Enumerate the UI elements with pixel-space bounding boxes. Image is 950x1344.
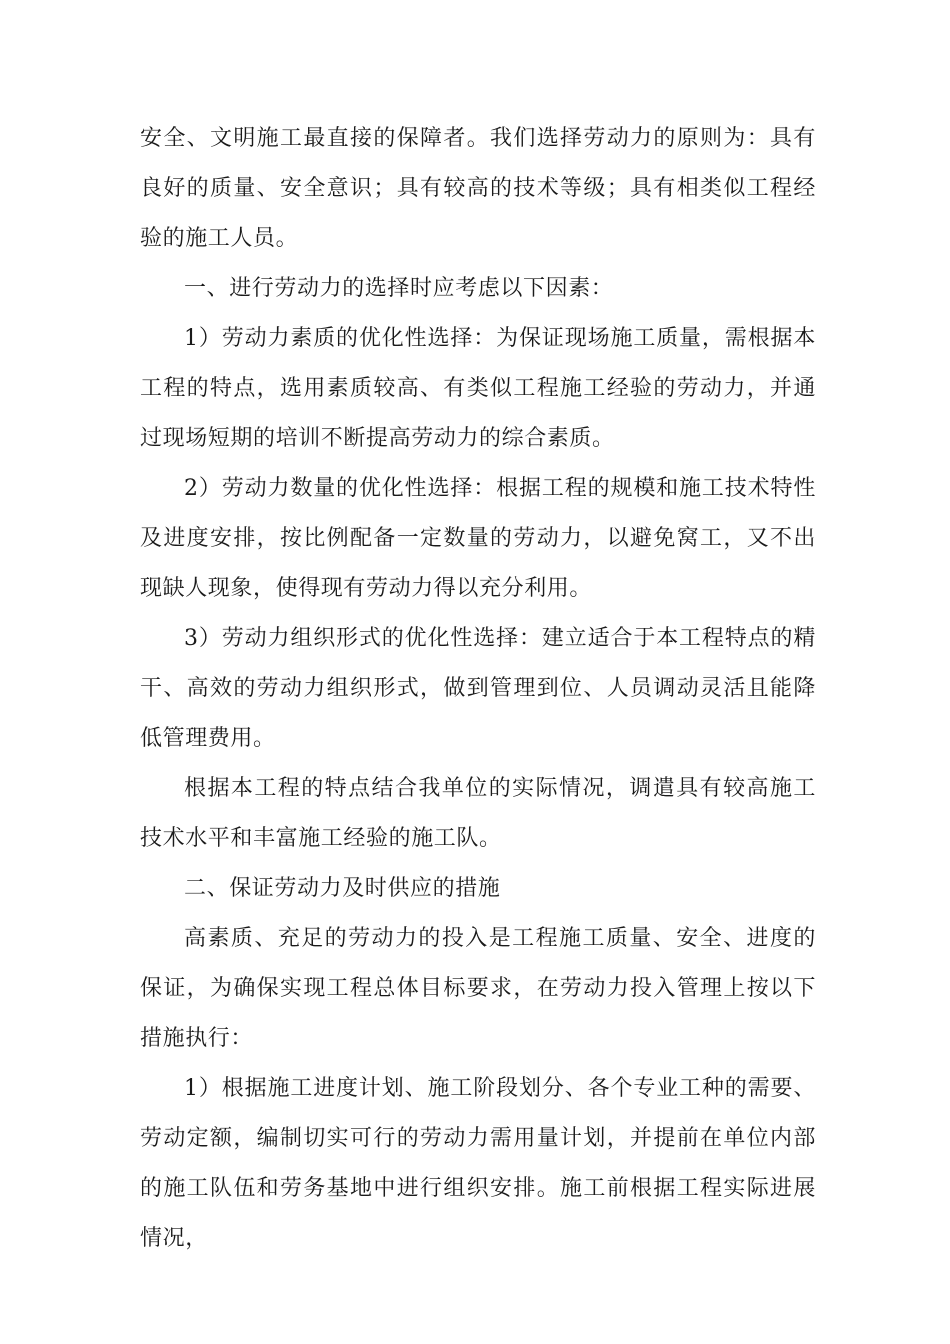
- paragraph-intro: 安全、文明施工最直接的保障者。我们选择劳动力的原则为：具有良好的质量、安全意识；具有较高的技术等级；具有相类似工程经验的施工人员。: [140, 126, 816, 251]
- document-body: [140, 114, 816, 1264]
- list-item-quality: 1）劳动力素质的优化性选择：为保证现场施工质量，需根据本工程的特点，选用素质较高、有类似工程施工经验的劳动力，并通过现场短期的培训不断提高劳动力的综合素质。: [140, 326, 816, 451]
- section-heading-1: 一、进行劳动力的选择时应考虑以下因素：: [184, 276, 614, 301]
- paragraph-measures: 高素质、充足的劳动力的投入是工程施工质量、安全、进度的保证，为确保实现工程总体目标要求，在劳动力投入管理上按以下措施执行：: [140, 926, 816, 1051]
- paragraph-team: 根据本工程的特点结合我单位的实际情况，调遣具有较高施工技术水平和丰富施工经验的施工队。: [140, 776, 816, 851]
- section-heading-2: 二、保证劳动力及时供应的措施: [184, 876, 501, 901]
- list-item-plan: 1）根据施工进度计划、施工阶段划分、各个专业工种的需要、劳动定额，编制切实可行的劳动力需用量计划，并提前在单位内部的施工队伍和劳务基地中进行组织安排。施工前根据工程实际进展情况，: [140, 1076, 816, 1251]
- list-item-organization: 3）劳动力组织形式的优化性选择：建立适合于本工程特点的精干、高效的劳动力组织形式，做到管理到位、人员调动灵活且能降低管理费用。: [140, 626, 816, 751]
- list-item-quantity: 2）劳动力数量的优化性选择：根据工程的规模和施工技术特性及进度安排，按比例配备一定数量的劳动力，以避免窝工，又不出现缺人现象，使得现有劳动力得以充分利用。: [140, 476, 816, 601]
